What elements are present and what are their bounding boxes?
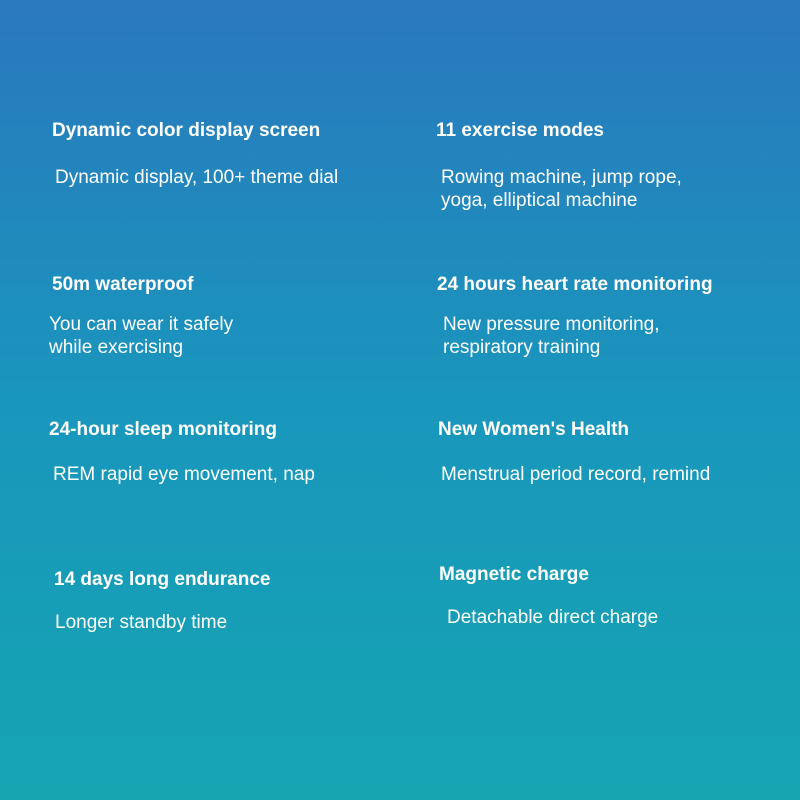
feature-title: 14 days long endurance — [54, 569, 271, 590]
feature-title: Dynamic color display screen — [52, 120, 321, 141]
feature-display-screen — [52, 120, 412, 189]
feature-description — [447, 606, 799, 629]
feature-title: 50m waterproof — [52, 274, 194, 295]
feature-description — [55, 611, 414, 634]
feature-description — [49, 313, 412, 359]
feature-waterproof — [49, 274, 412, 359]
feature-womens-health — [438, 419, 798, 486]
feature-description-line: Detachable direct charge — [447, 607, 659, 628]
feature-description-line: You can wear it safely — [49, 314, 234, 335]
feature-description-line: Menstrual period record, remind — [441, 464, 711, 485]
feature-title: 24-hour sleep monitoring — [49, 419, 278, 440]
feature-description-line: yoga, elliptical machine — [441, 190, 638, 211]
feature-title: 11 exercise modes — [436, 120, 604, 141]
feature-title: Magnetic charge — [439, 564, 589, 585]
feature-endurance — [54, 569, 414, 634]
feature-sleep-monitoring — [49, 419, 409, 486]
feature-exercise-modes — [436, 120, 796, 212]
feature-description-line: respiratory training — [443, 337, 601, 358]
feature-description-line: while exercising — [49, 337, 184, 358]
feature-magnetic-charge — [439, 564, 799, 629]
feature-description-line: New pressure monitoring, — [443, 314, 660, 335]
feature-description-line: REM rapid eye movement, nap — [53, 464, 315, 485]
feature-title: 24 hours heart rate monitoring — [437, 274, 713, 295]
feature-description — [443, 313, 797, 359]
feature-description-line: Rowing machine, jump rope, — [441, 167, 682, 188]
feature-description — [55, 166, 412, 189]
feature-description — [441, 463, 798, 486]
feature-description-line: Longer standby time — [55, 612, 228, 633]
feature-description-line: Dynamic display, 100+ theme dial — [55, 167, 339, 188]
feature-heart-rate — [437, 274, 797, 359]
feature-description — [53, 463, 409, 486]
feature-description — [441, 166, 796, 212]
feature-title: New Women's Health — [438, 419, 630, 440]
